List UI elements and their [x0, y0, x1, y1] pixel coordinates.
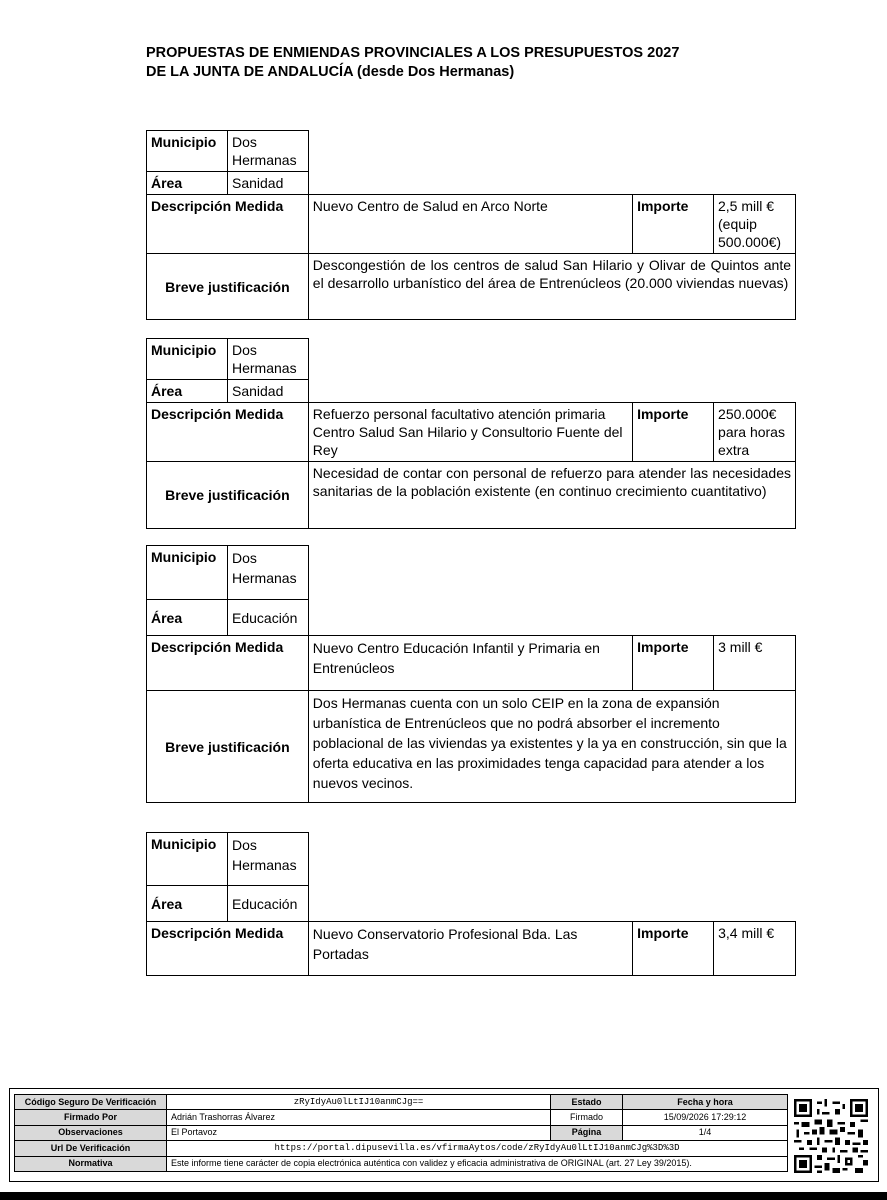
title-line-1: PROPUESTAS DE ENMIENDAS PROVINCIALES A LOS PRESUPUESTOS 2027 [146, 45, 680, 61]
proposal-card-2 [146, 338, 796, 529]
area-label: Área [147, 380, 228, 403]
area-label: Área [147, 886, 228, 922]
fecha-value: 15/09/2026 17:29:12 [623, 1110, 788, 1125]
municipio-value: Dos Hermanas [228, 833, 309, 886]
municipio-label: Municipio [147, 131, 228, 172]
importe-value: 3,4 mill € [714, 922, 796, 976]
estado-label: Estado [551, 1095, 623, 1110]
firmado-label: Firmado Por [15, 1110, 167, 1125]
descripcion-label: Descripción Medida [147, 195, 309, 254]
proposal-card-4 [146, 832, 796, 976]
municipio-area-table [146, 832, 309, 922]
municipio-value: Dos Hermanas [228, 339, 309, 380]
area-value: Educación [228, 886, 309, 922]
document-title [146, 44, 826, 82]
observaciones-value: El Portavoz [167, 1125, 551, 1140]
area-label: Área [147, 600, 228, 636]
verification-url[interactable]: https://portal.dipusevilla.es/vfirmaAytos/code/zRyIdyAu0lLtIJ10anmCJg%3D%3D [167, 1141, 788, 1156]
fecha-label: Fecha y hora [623, 1095, 788, 1110]
municipio-area-table [146, 338, 309, 403]
descripcion-value: Refuerzo personal facultativo atención primaria Centro Salud San Hilario y Consultorio Fuente del Rey [308, 403, 632, 462]
area-value: Sanidad [228, 380, 309, 403]
pagina-value: 1/4 [623, 1125, 788, 1140]
municipio-value: Dos Hermanas [228, 546, 309, 600]
importe-label: Importe [633, 922, 714, 976]
importe-label: Importe [633, 636, 714, 691]
url-label: Url De Verificación [15, 1141, 167, 1156]
measure-table [146, 194, 796, 320]
justificacion-value: Descongestión de los centros de salud San Hilario y Olivar de Quintos ante el desarrollo urbanístico del área de Entrenúcleos (20.000 viviendas nuevas) [308, 254, 795, 320]
municipio-area-table [146, 545, 309, 636]
municipio-label: Municipio [147, 833, 228, 886]
verification-table [14, 1094, 788, 1172]
importe-value: 2,5 mill € (equip 500.000€) [714, 195, 796, 254]
importe-value: 3 mill € [714, 636, 796, 691]
justificacion-label: Breve justificación [147, 254, 309, 320]
firmado-value: Adrián Trashorras Álvarez [167, 1110, 551, 1125]
normativa-label: Normativa [15, 1156, 167, 1171]
importe-label: Importe [633, 195, 714, 254]
area-label: Área [147, 172, 228, 195]
proposal-card-1 [146, 130, 796, 320]
pagina-label: Página [551, 1125, 623, 1140]
municipio-area-table [146, 130, 309, 195]
importe-value: 250.000€ para horas extra [714, 403, 796, 462]
observaciones-label: Observaciones [15, 1125, 167, 1140]
measure-table [146, 402, 796, 529]
descripcion-label: Descripción Medida [147, 403, 309, 462]
normativa-value: Este informe tiene carácter de copia electrónica auténtica con validez y eficacia administrativa de ORIGINAL (art. 27 Ley 39/2015). [167, 1156, 788, 1171]
title-line-2: DE LA JUNTA DE ANDALUCÍA (desde Dos Hermanas) [146, 64, 515, 80]
descripcion-label: Descripción Medida [147, 922, 309, 976]
proposal-card-3 [146, 545, 796, 803]
municipio-label: Municipio [147, 546, 228, 600]
area-value: Sanidad [228, 172, 309, 195]
municipio-label: Municipio [147, 339, 228, 380]
descripcion-value: Nuevo Centro de Salud en Arco Norte [308, 195, 632, 254]
descripcion-label: Descripción Medida [147, 636, 309, 691]
descripcion-value: Nuevo Centro Educación Infantil y Primaria en Entrenúcleos [308, 636, 632, 691]
descripcion-value: Nuevo Conservatorio Profesional Bda. Las Portadas [308, 922, 632, 976]
area-value: Educación [228, 600, 309, 636]
municipio-value: Dos Hermanas [228, 131, 309, 172]
csv-value: zRyIdyAu0lLtIJ10anmCJg== [167, 1095, 551, 1110]
measure-table [146, 635, 796, 803]
csv-label: Código Seguro De Verificación [15, 1095, 167, 1110]
estado-value: Firmado [551, 1110, 623, 1125]
page-bottom-border [0, 1192, 887, 1200]
justificacion-label: Breve justificación [147, 691, 309, 803]
importe-label: Importe [633, 403, 714, 462]
verification-footer [9, 1088, 879, 1182]
justificacion-value: Necesidad de contar con personal de refuerzo para atender las necesidades sanitarias de la población existente (en continuo crecimiento cuantitativo) [308, 462, 795, 529]
justificacion-label: Breve justificación [147, 462, 309, 529]
measure-table [146, 921, 796, 976]
justificacion-value: Dos Hermanas cuenta con un solo CEIP en la zona de expansión urbanística de Entrenúcleos que no podrá absorber el incremento poblacional de las viviendas ya existentes y la ya en construcción, sin que la oferta educativa en las proximidades tenga capacidad para atender a los nuevos vecinos. [308, 691, 795, 803]
qr-code-icon [794, 1099, 868, 1173]
